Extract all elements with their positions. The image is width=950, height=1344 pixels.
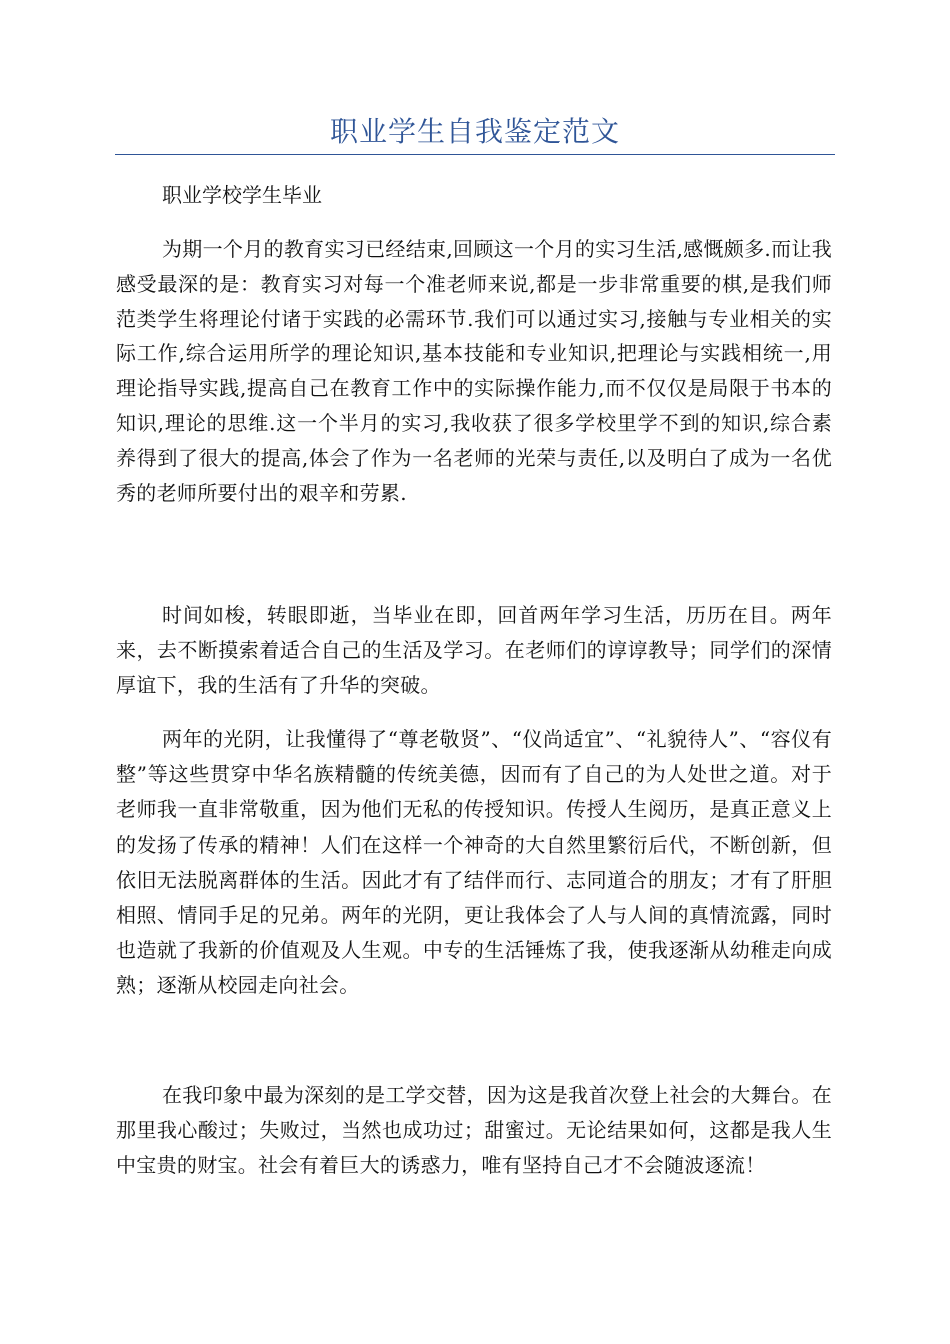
paragraph-2: 时间如梭，转眼即逝，当毕业在即，回首两年学习生活，历历在目。两年来，去不断摸索着适合自己的生活及学习。在老师们的谆谆教导；同学们的深情厚谊下，我的生活有了升华的突破。 [116,603,832,697]
document-subtitle: 职业学校学生毕业 [162,183,322,207]
paragraph-4: 在我印象中最为深刻的是工学交替，因为这是我首次登上社会的大舞台。在那里我心酸过；失败过，当然也成功过；甜蜜过。无论结果如何，这都是我人生中宝贵的财宝。社会有着巨大的诱惑力，唯有坚持自己才不会随波逐流！ [116,1083,832,1177]
paragraph-1: 为期一个月的教育实习已经结束,回顾这一个月的实习生活,感慨颇多.而让我感受最深的是：教育实习对每一个准老师来说,都是一步非常重要的棋,是我们师范类学生将理论付诸于实践的必需环节.我们可以通过实习,接触与专业相关的实际工作,综合运用所学的理论知识,基本技能和专业知识,把理论与实践相统一,用理论指导实践,提高自己在教育工作中的实际操作能力,而不仅仅是局限于书本的知识,理论的思维.这一个半月的实习,我收获了很多学校里学不到的知识,综合素养得到了很大的提高,体会了作为一名老师的光荣与责任,以及明白了成为一名优秀的老师所要付出的艰辛和劳累. [116,237,832,505]
title-underline [115,154,835,155]
paragraph-3: 两年的光阴，让我懂得了“尊老敬贤”、“仪尚适宜”、“礼貌待人”、“容仪有整”等这些贯穿中华名族精髓的传统美德，因而有了自己的为人处世之道。对于老师我一直非常敬重，因为他们无私的传授知识。传授人生阅历，是真正意义上的发扬了传承的精神！人们在这样一个神奇的大自然里繁衍后代，不断创新，但依旧无法脱离群体的生活。因此才有了结伴而行、志同道合的朋友；才有了肝胆相照、情同手足的兄弟。两年的光阴，更让我体会了人与人间的真情流露，同时也造就了我新的价值观及人生观。中专的生活锤炼了我，使我逐渐从幼稚走向成熟；逐渐从校园走向社会。 [116,727,832,998]
document-title: 职业学生自我鉴定范文 [329,115,620,148]
